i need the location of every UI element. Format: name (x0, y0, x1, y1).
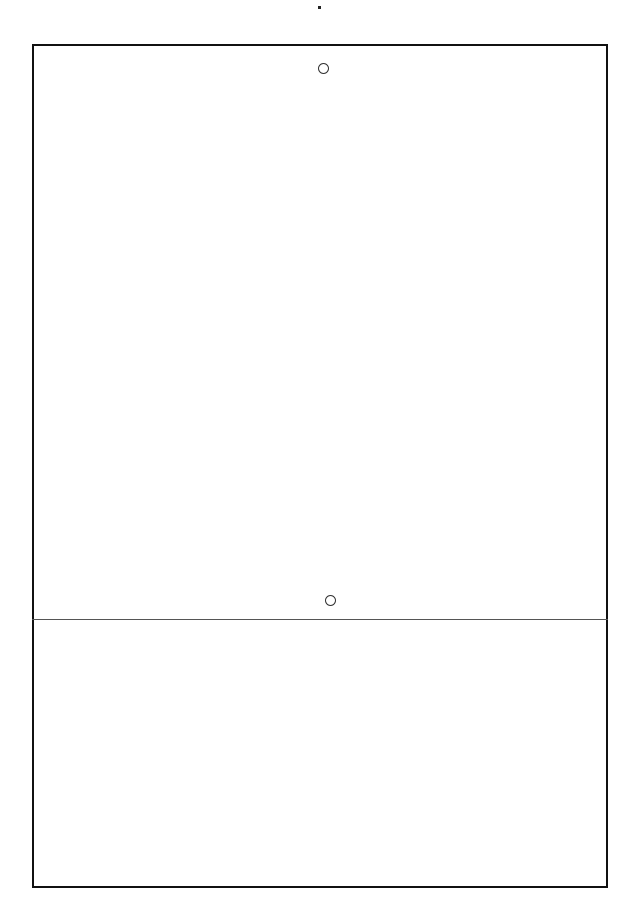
page-border (32, 44, 608, 888)
fold-tick (318, 6, 321, 9)
section-divider-line (32, 619, 608, 620)
circle-mark-top (318, 63, 329, 74)
circle-mark-bottom (325, 595, 336, 606)
